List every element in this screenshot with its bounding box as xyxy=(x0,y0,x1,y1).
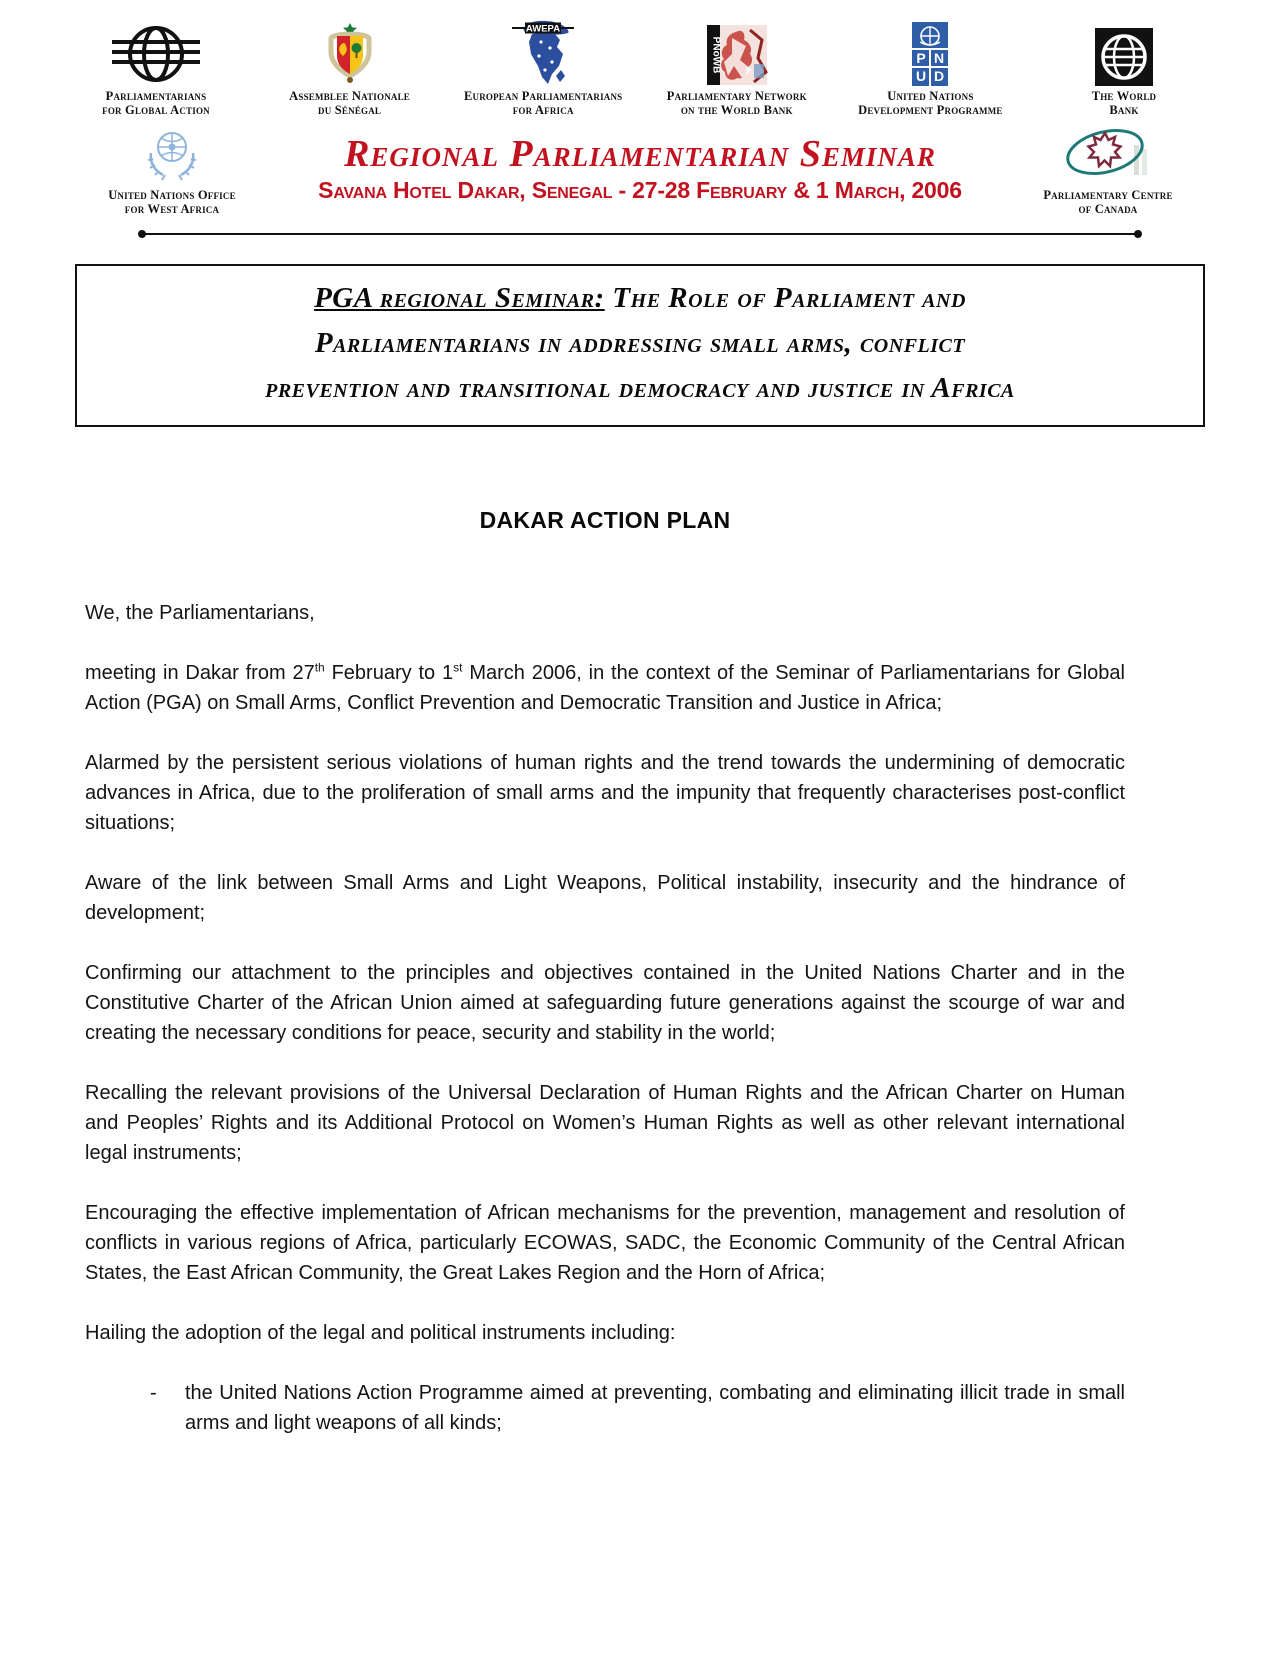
bullet-text: the United Nations Action Programme aimed at preventing, combating and eliminating illicit trade in small arms and light weapons of all kinds; xyxy=(185,1382,1125,1434)
logo-awepa-caption: European Parliamentarians for Africa xyxy=(463,89,623,117)
p2-part3: March 2006, in the context of the Seminar of Parliamentarians for Global Action (PGA) on Small Arms, Conflict Prevention and Democratic Transition and Justice in Africa; xyxy=(85,662,1125,714)
title-box-line3: prevention and transitional democracy and justice in Africa xyxy=(265,372,1015,404)
logo-unowa-caption: United Nations Office for West Africa xyxy=(108,188,236,216)
paragraph-confirming: Confirming our attachment to the principles and objectives contained in the United Nations Charter and in the Constitutive Charter of the African Union aimed at safeguarding future generations against the scourge of war and creating the necessary conditions for peace, security and stability in the world; xyxy=(85,962,1125,1044)
logo-pnowb-caption: Parliamentary Network on the World Bank xyxy=(666,89,807,117)
document-heading: DAKAR ACTION PLAN xyxy=(479,507,731,533)
bullet-dash: - xyxy=(150,1382,157,1404)
logo-pga-caption: Parliamentarians for Global Action xyxy=(102,89,210,117)
pnowb-icon xyxy=(706,22,768,86)
unowa-un-emblem-icon xyxy=(141,121,203,185)
svg-text:D: D xyxy=(934,68,945,84)
p2-part2: February to 1 xyxy=(324,662,454,684)
p2-part1: meeting in Dakar from 27 xyxy=(85,662,315,684)
paragraph-alarmed: Alarmed by the persistent serious violations of human rights and the trend towards the undermining of democratic advances in Africa, due to the proliferation of small arms and the impunity that frequently characterises post-conflict situations; xyxy=(85,752,1125,834)
paragraph-we-the-parliamentarians: We, the Parliamentarians, xyxy=(85,602,315,624)
paragraph-recalling: Recalling the relevant provisions of the Universal Declaration of Human Rights and the African Charter on Human and Peoples’ Rights and its Additional Protocol on Women’s Human Rights as well as other relevant international legal instruments; xyxy=(85,1082,1125,1164)
title-box-line1-underlined: PGA regional Seminar: xyxy=(314,282,605,314)
header-second-row xyxy=(62,121,1218,216)
svg-text:P: P xyxy=(916,50,927,66)
p2-superscript-th: th xyxy=(314,660,325,675)
divider-line xyxy=(140,233,1140,235)
svg-text:U: U xyxy=(916,68,927,84)
awepa-africa-icon xyxy=(508,22,578,86)
worldbank-globe-icon xyxy=(1095,22,1153,86)
paragraph-aware: Aware of the link between Small Arms and Light Weapons, Political instability, insecurity and the hindrance of development; xyxy=(85,872,1125,924)
logo-worldbank xyxy=(1030,22,1218,117)
title-box-line2: Parliamentarians in addressing small arms, conflict xyxy=(314,327,966,359)
svg-text:N: N xyxy=(934,50,945,66)
logo-awepa xyxy=(449,22,637,117)
svg-text:AWEPA: AWEPA xyxy=(526,23,561,35)
logo-pcc xyxy=(998,121,1218,216)
undp-icon xyxy=(912,22,948,86)
document-body xyxy=(85,598,1125,1438)
paragraph-hailing: Hailing the adoption of the legal and political instruments including: xyxy=(85,1322,676,1344)
logo-undp xyxy=(836,22,1024,117)
paragraph-encouraging: Encouraging the effective implementation of African mechanisms for the prevention, management and resolution of conflicts in various regions of Africa, particularly ECOWAS, SADC, the Economic Community of the Central African States, the East African Community, the Great Lakes Region and the Horn of Africa; xyxy=(85,1202,1125,1284)
logo-worldbank-caption: The World Bank xyxy=(1091,89,1157,117)
senegal-coat-of-arms-icon xyxy=(327,22,373,86)
seminar-subtitle: Savana Hotel Dakar, Senegal - 27-28 February & 1 March, 2006 xyxy=(318,177,962,203)
seminar-banner xyxy=(282,121,998,203)
bullet-un-action-programme xyxy=(150,1378,1125,1438)
title-box-line1 xyxy=(107,276,1173,321)
logo-senegal-caption: Assemblee Nationale du Sénégal xyxy=(289,89,411,117)
seminar-title: Regional Parliamentarian Seminar xyxy=(344,133,936,175)
pcc-maple-leaf-icon xyxy=(1060,121,1156,185)
divider-right-dot xyxy=(1134,230,1142,238)
logo-unowa xyxy=(62,121,282,216)
pga-globe-icon xyxy=(108,22,204,86)
svg-text:PNoWB: PNoWB xyxy=(710,36,722,74)
paragraph-meeting-in-dakar xyxy=(85,658,1125,718)
logo-pcc-caption: Parliamentary Centre of Canada xyxy=(1043,188,1173,216)
header-logo-row xyxy=(62,22,1218,117)
seminar-title-box xyxy=(75,264,1205,427)
header-divider xyxy=(140,230,1140,238)
p2-superscript-st: st xyxy=(453,660,463,675)
logo-pnowb xyxy=(643,22,831,117)
logo-pga xyxy=(62,22,250,117)
title-box-line1-rest: The Role of Parliament and xyxy=(604,282,966,314)
logo-undp-caption: United Nations Development Programme xyxy=(858,89,1003,117)
logo-senegal xyxy=(256,22,444,117)
